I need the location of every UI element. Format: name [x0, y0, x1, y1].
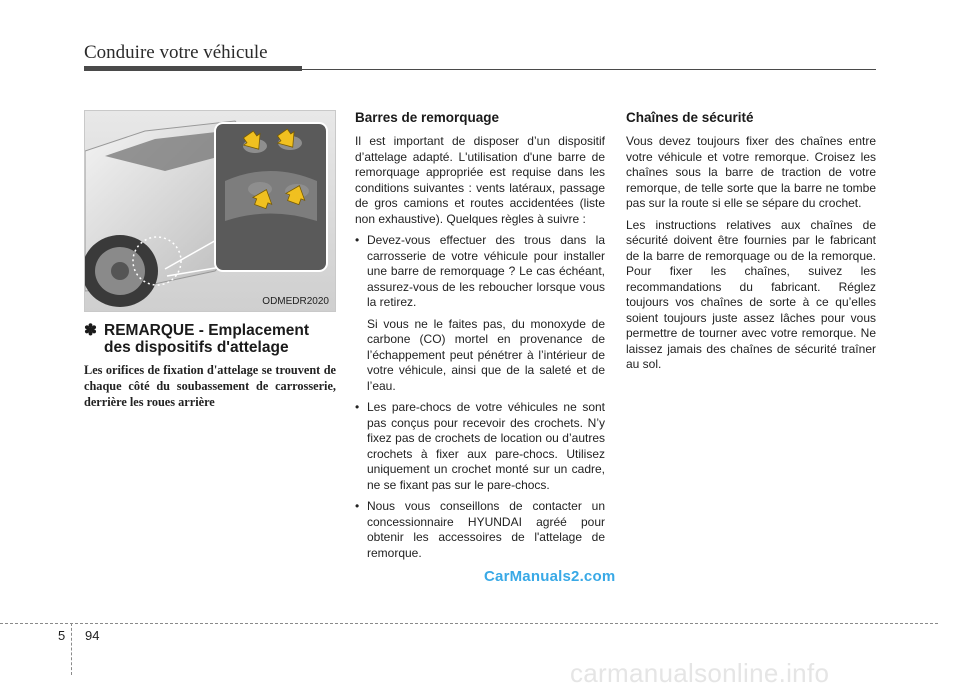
site-watermark: carmanualsonline.info [570, 658, 830, 688]
car-rear-illustration [84, 110, 336, 312]
note-title-text: REMARQUE - Emplacement des dispositifs d'attelage [104, 322, 309, 356]
body-paragraph: Les instructions relatives aux chaînes de sécurité doivent être fournies par le fabricant de la barre de remorquage ou de la remorque. Pour fixer les chaînes, suivez les recommandations du fabricant. Réglez toujours vos chaînes de sorte à ce qu’elles soient toujours juste assez lâches pour vous permettre de tourner avec votre remorque. Ne laissez jamais des chaînes de sécurité traîner au sol. [626, 217, 876, 371]
chapter-number: 5 [58, 628, 66, 643]
page-header-title: Conduire votre véhicule [84, 42, 268, 63]
bullet-paragraph: Nous vous conseillons de contacter un concessionnaire HYUNDAI agréé pour obtenir les accessoires de l'attelage de remorque. [367, 499, 605, 560]
intro-paragraph: Il est important de disposer d’un dispositif d’attelage adapté. L'utilisation d'une barre de remorquage appropriée est requise dans les conditions suivantes : vents latéraux, passage de gros camions et routes accidentées (liste non exhaustive). Quelques règles à suivre : [355, 134, 605, 226]
bullet-icon: • [355, 233, 360, 247]
body-paragraph: Vous devez toujours fixer des chaînes entre votre véhicule et votre remorque. Croisez les chaînes sous la barre de traction de votre remorque, de telle sorte que la barre ne tombe pas sur la route si elle se sépare du crochet. [626, 134, 876, 210]
bullet-list [355, 233, 605, 561]
bullet-paragraph: Les pare-chocs de votre véhicules ne sont pas conçus pour recevoir des crochets. N’y fixez pas de crochets de location ou d’autres crochets à fixer aux pare-chocs. Utilisez uniquement un crochet monté sur un cadre, ne se fixant pas sur le pare-chocs. [367, 400, 605, 492]
bullet-paragraph: Si vous ne le faites pas, du monoxyde de carbone (CO) mortel en provenance de l’échappement peut pénétrer à l’intérieur de votre véhicule, ainsi que de la saleté et de l’eau. [367, 316, 605, 393]
list-item [355, 233, 605, 394]
car-rear-drawing [85, 111, 335, 311]
footer-divider [71, 623, 72, 675]
section-heading-tow-bars: Barres de remorquage [355, 110, 500, 125]
bullet-paragraph: Devez-vous effectuer des trous dans la carrosserie de votre véhicule pour installer une barre de remorquage ? Le cas échéant, assurez-vous de les reboucher lorsque vous la retirez. [367, 233, 605, 309]
note-title [84, 322, 336, 356]
left-column [84, 110, 336, 410]
list-item [355, 499, 605, 561]
bullet-icon: • [355, 499, 360, 513]
middle-column [355, 110, 605, 567]
header-rule-thin [302, 69, 876, 70]
watermark-link[interactable]: CarManuals2.com [484, 568, 616, 585]
footer-rule [0, 623, 938, 624]
right-column [626, 110, 876, 379]
page-number: 94 [85, 628, 100, 643]
figure-code: ODMEDR2020 [262, 296, 329, 307]
note-symbol-icon: ✽ [84, 322, 97, 339]
note-body: Les orifices de fixation d'attelage se trouvent de chaque côté du soubassement de carrosserie, derrière les roues arrière [84, 363, 336, 409]
section-heading-safety-chains: Chaînes de sécurité [626, 110, 754, 125]
bullet-icon: • [355, 400, 360, 414]
header-rule [84, 66, 302, 71]
list-item [355, 400, 605, 493]
